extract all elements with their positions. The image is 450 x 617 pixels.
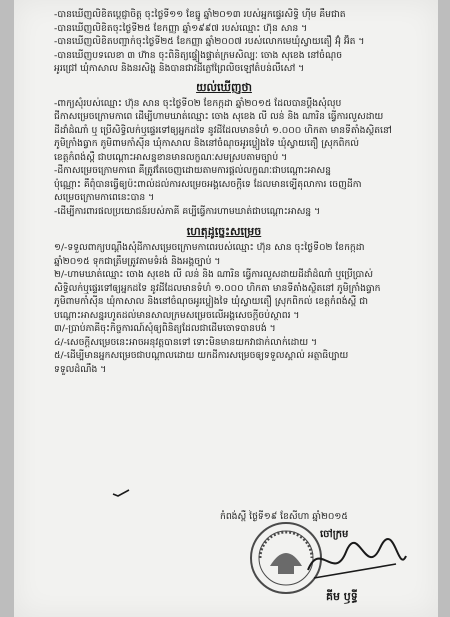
text-line: សិទ្ធិលក់ឬផ្ទេរទៅឲ្យអ្នកដទៃ នូវដីដែលមានទំហំ ១.០០០ ហិកតា មានទីតាំងស្ថិតនៅ ភូមិក្រាំងធ្វាក xyxy=(54,282,381,294)
text-line: -បានឃើញលិខិតចុះថ្ងៃទី២៥ ខែកញ្ញា ឆ្នាំ១៩៩៧ របស់ឈ្មោះ ហ៊ុន សាន ។ xyxy=(54,22,308,34)
text-line: ១/-ទទួលពាក្យបណ្តឹងសុំដីកាសម្រេចក្រោមកាពេរបស់ឈ្មោះ ហ៊ុន សាន ចុះថ្ងៃទី០២ ខែកក្កដា xyxy=(54,242,365,253)
text-line: បណ្តោះអាសន្នរហូតដល់មានសាលក្រមសម្រេចលើអង្គសេចក្តីចប់ស្ថាពរ ។ xyxy=(54,309,300,321)
text-line: ភូមិពាមកាំសុីន ឃុំកាសាល និងនៅចំណុចអូរប្លៀងទៃ ឃុំស្វាយតឿ ស្រុកពិកល់ ខេត្តកំពង់ស្ពឺ ជា xyxy=(54,296,368,307)
checkmark-icon xyxy=(112,488,130,498)
text-line: ភូមិក្រាំងធ្វាក ភូមិពាមកាំសុីន ឃុំកាសាល និងនៅចំណុចអូរប្លៀងទៃ ឃុំស្វាយតឿ ស្រុកពិកល់ xyxy=(54,138,360,149)
text-line: ៤/-សេចក្តីសម្រេចនេះអាចអនុវត្តបានទៅ ទោះមិនមានយកវាជាក់លាក់ដោយ ។ xyxy=(54,336,318,348)
text-line: សម្រេចក្រោមកាពេនេះបាន ។ xyxy=(54,192,155,203)
document-page xyxy=(14,0,438,617)
text-line: -បានឃើញលិខិតបញ្ជាក់ចុះថ្ងៃទី២៥ ខែកញ្ញា ឆ្នាំ២០០៧ របស់លោកមេឃុំស្វាយតឿ អ៊ុំ អ៊ិត ។ xyxy=(54,36,365,47)
text-line: ៣/-ប្រាប់ភាគីចុះកិច្ចការណ៍សុំឲ្យពិនិត្យដែលជាដើមចោទបានបង់ ។ xyxy=(54,323,276,334)
signer-name: គីម ឫទ្ធី xyxy=(326,590,358,603)
text-line: ឆ្នាំ២០១៥ ទុកជាត្រឹមត្រូវតាមទំរង់ និងអង្គច្បាប់ ។ xyxy=(54,255,221,267)
text-line: ប៉ុណ្ណោះ គឺពុំបានធ្វើឲ្យប៉ះពាល់ដល់ការសម្រេចអង្គសេចក្តីទេ ដែលមានទ្បើតុលាការ ចេញដីកា xyxy=(54,178,362,190)
text-line: ខេត្តកំពង់ស្ពឺ ជាបណ្តោះអាសន្នខានមានលក្ខណៈសមស្របតាមច្បាប់ ។ xyxy=(54,151,288,163)
text-line: -បានឃើញបទលេខា ៣ ហ៊ាន ចុះពិនិត្យផ្ទៀងផ្ទាត់ក្រមសិល្បៈ ចោង សុខេង នៅចំណុច xyxy=(54,49,343,61)
text-line: ៥/-ដើម្បីមានអ្នកសម្រេចជាបណ្តាលដោយ យកដីការសម្រេចឲ្យទទួលស្គាល់ អត្ថាធិប្បាយ xyxy=(54,350,349,361)
text-line: ជីកាសម្រេចក្រោមកាពេ ដើម្បីហាមឃាត់ឈ្មោះ ចោង សុខេង លី លន់ និង ណារិន ធ្វើការលួសដាយ xyxy=(54,111,384,122)
text-line: ២/-ហាមឃាត់ឈ្មោះ ចោង សុខេង លី លន់ និង ណារិន ធ្វើការលួសដាយដីដាំដំណាំ ឬប្រើប្រាស់ xyxy=(54,269,373,280)
section-heading: ហេតុដូច្នេះសម្រេច xyxy=(186,225,262,238)
document-date: កំពង់ស្ពឺ ថ្ងៃទី១៩ ខែសីហា ឆ្នាំ២០១៥ xyxy=(220,511,348,522)
text-line: អូរជ្រៅ ឃុំកាសាល និងនរសិង្ហ និងបានជាវដីភ្លៅព្រៃលិចឡៅតំបន់លឺសៅ ។ xyxy=(54,63,305,74)
text-line: -ដើម្បីការពារផលប្រយោជន៍របស់ភាគី គប្បីធ្វើការហាមឃាត់ជាបណ្តោះអាសន្ន ។ xyxy=(54,205,321,217)
signer-title: ចៅក្រម xyxy=(320,529,349,540)
document-body xyxy=(54,8,394,376)
text-line: ទទួលដំណឹង ។ xyxy=(54,363,107,375)
section-heading: យល់ឃើញថា xyxy=(196,80,252,94)
text-line: -បានឃើញលិខិតប្តេជ្ញាចិត្ត ចុះថ្ងៃទី១១ ខែធ្នូ ឆ្នាំ២០១៣ របស់អ្នកផ្ទេរសិទ្ធិ ហ៊ីម គឹមជាត xyxy=(54,9,346,20)
signature-icon xyxy=(300,530,410,590)
text-line: -ដីកាសម្រេចក្រោមកាពេ គឺត្រូវតែចេញដោយតាមការផ្តល់លក្ខណៈជាបណ្តោះអាសន្ន xyxy=(54,165,331,176)
text-line: -ពាក្យសុំរបស់ឈ្មោះ ហ៊ុន សាន ចុះថ្ងៃទី០២ ខែកក្កដា ឆ្នាំ២០១៥ ដែលបានប្តឹងសុំលុប xyxy=(54,97,342,109)
text-line: ដីដាំដំណាំ ឬ ប្រើសិទ្ធិលក់ឬផ្ទេរទៅឲ្យអ្នកដទៃ នូវដីដែលមានទំហំ ១.០០០ ហិកតា មានទីតាំងស្ថិតនៅ xyxy=(54,124,392,136)
